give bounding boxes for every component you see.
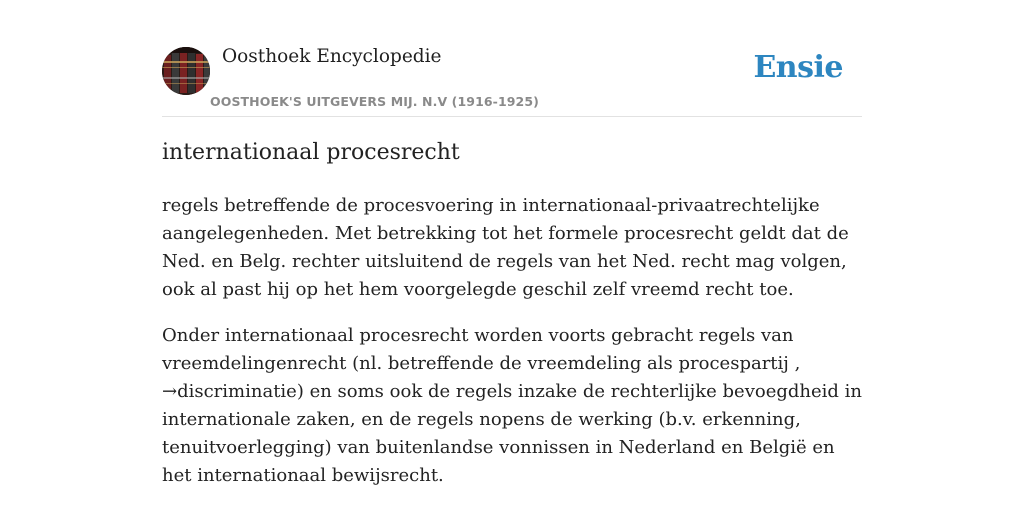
article-title: internationaal procesrecht [162,140,460,165]
article-paragraph: Onder internationaal procesrecht worden voorts gebracht regels van vreemdelingenrecht (nl. betreffende de vreemdeling als procespartij , →discriminatie) en soms ook de regels inzake de rechterlijke bevoegdheid in internationale zaken, en de regels nopens de werking (b.v. erkenning, tenuitvoerlegging) van buitenlandse vonnissen in Nederland en België en het internationaal bewijsrecht. [162,325,863,486]
ensie-logo[interactable]: Ensie [753,50,843,85]
book-spines-icon [162,47,210,95]
publisher-label: OOSTHOEK'S UITGEVERS MIJ. N.V (1916-1925) [210,94,539,109]
article-paragraph: regels betreffende de procesvoering in internationaal-privaatrechtelijke aangelegenheden. Met betrekking tot het formele procesrecht geldt dat de Ned. en Belg. rechter uitsluitend de regels van het Ned. recht mag volgen, ook al past hij op het hem voorgelegde geschil zelf vreemd recht toe. [162,195,849,300]
header [162,0,862,117]
page [162,0,862,512]
source-title[interactable]: Oosthoek Encyclopedie [222,46,442,67]
article-body [162,192,862,508]
source-avatar[interactable] [162,47,210,95]
